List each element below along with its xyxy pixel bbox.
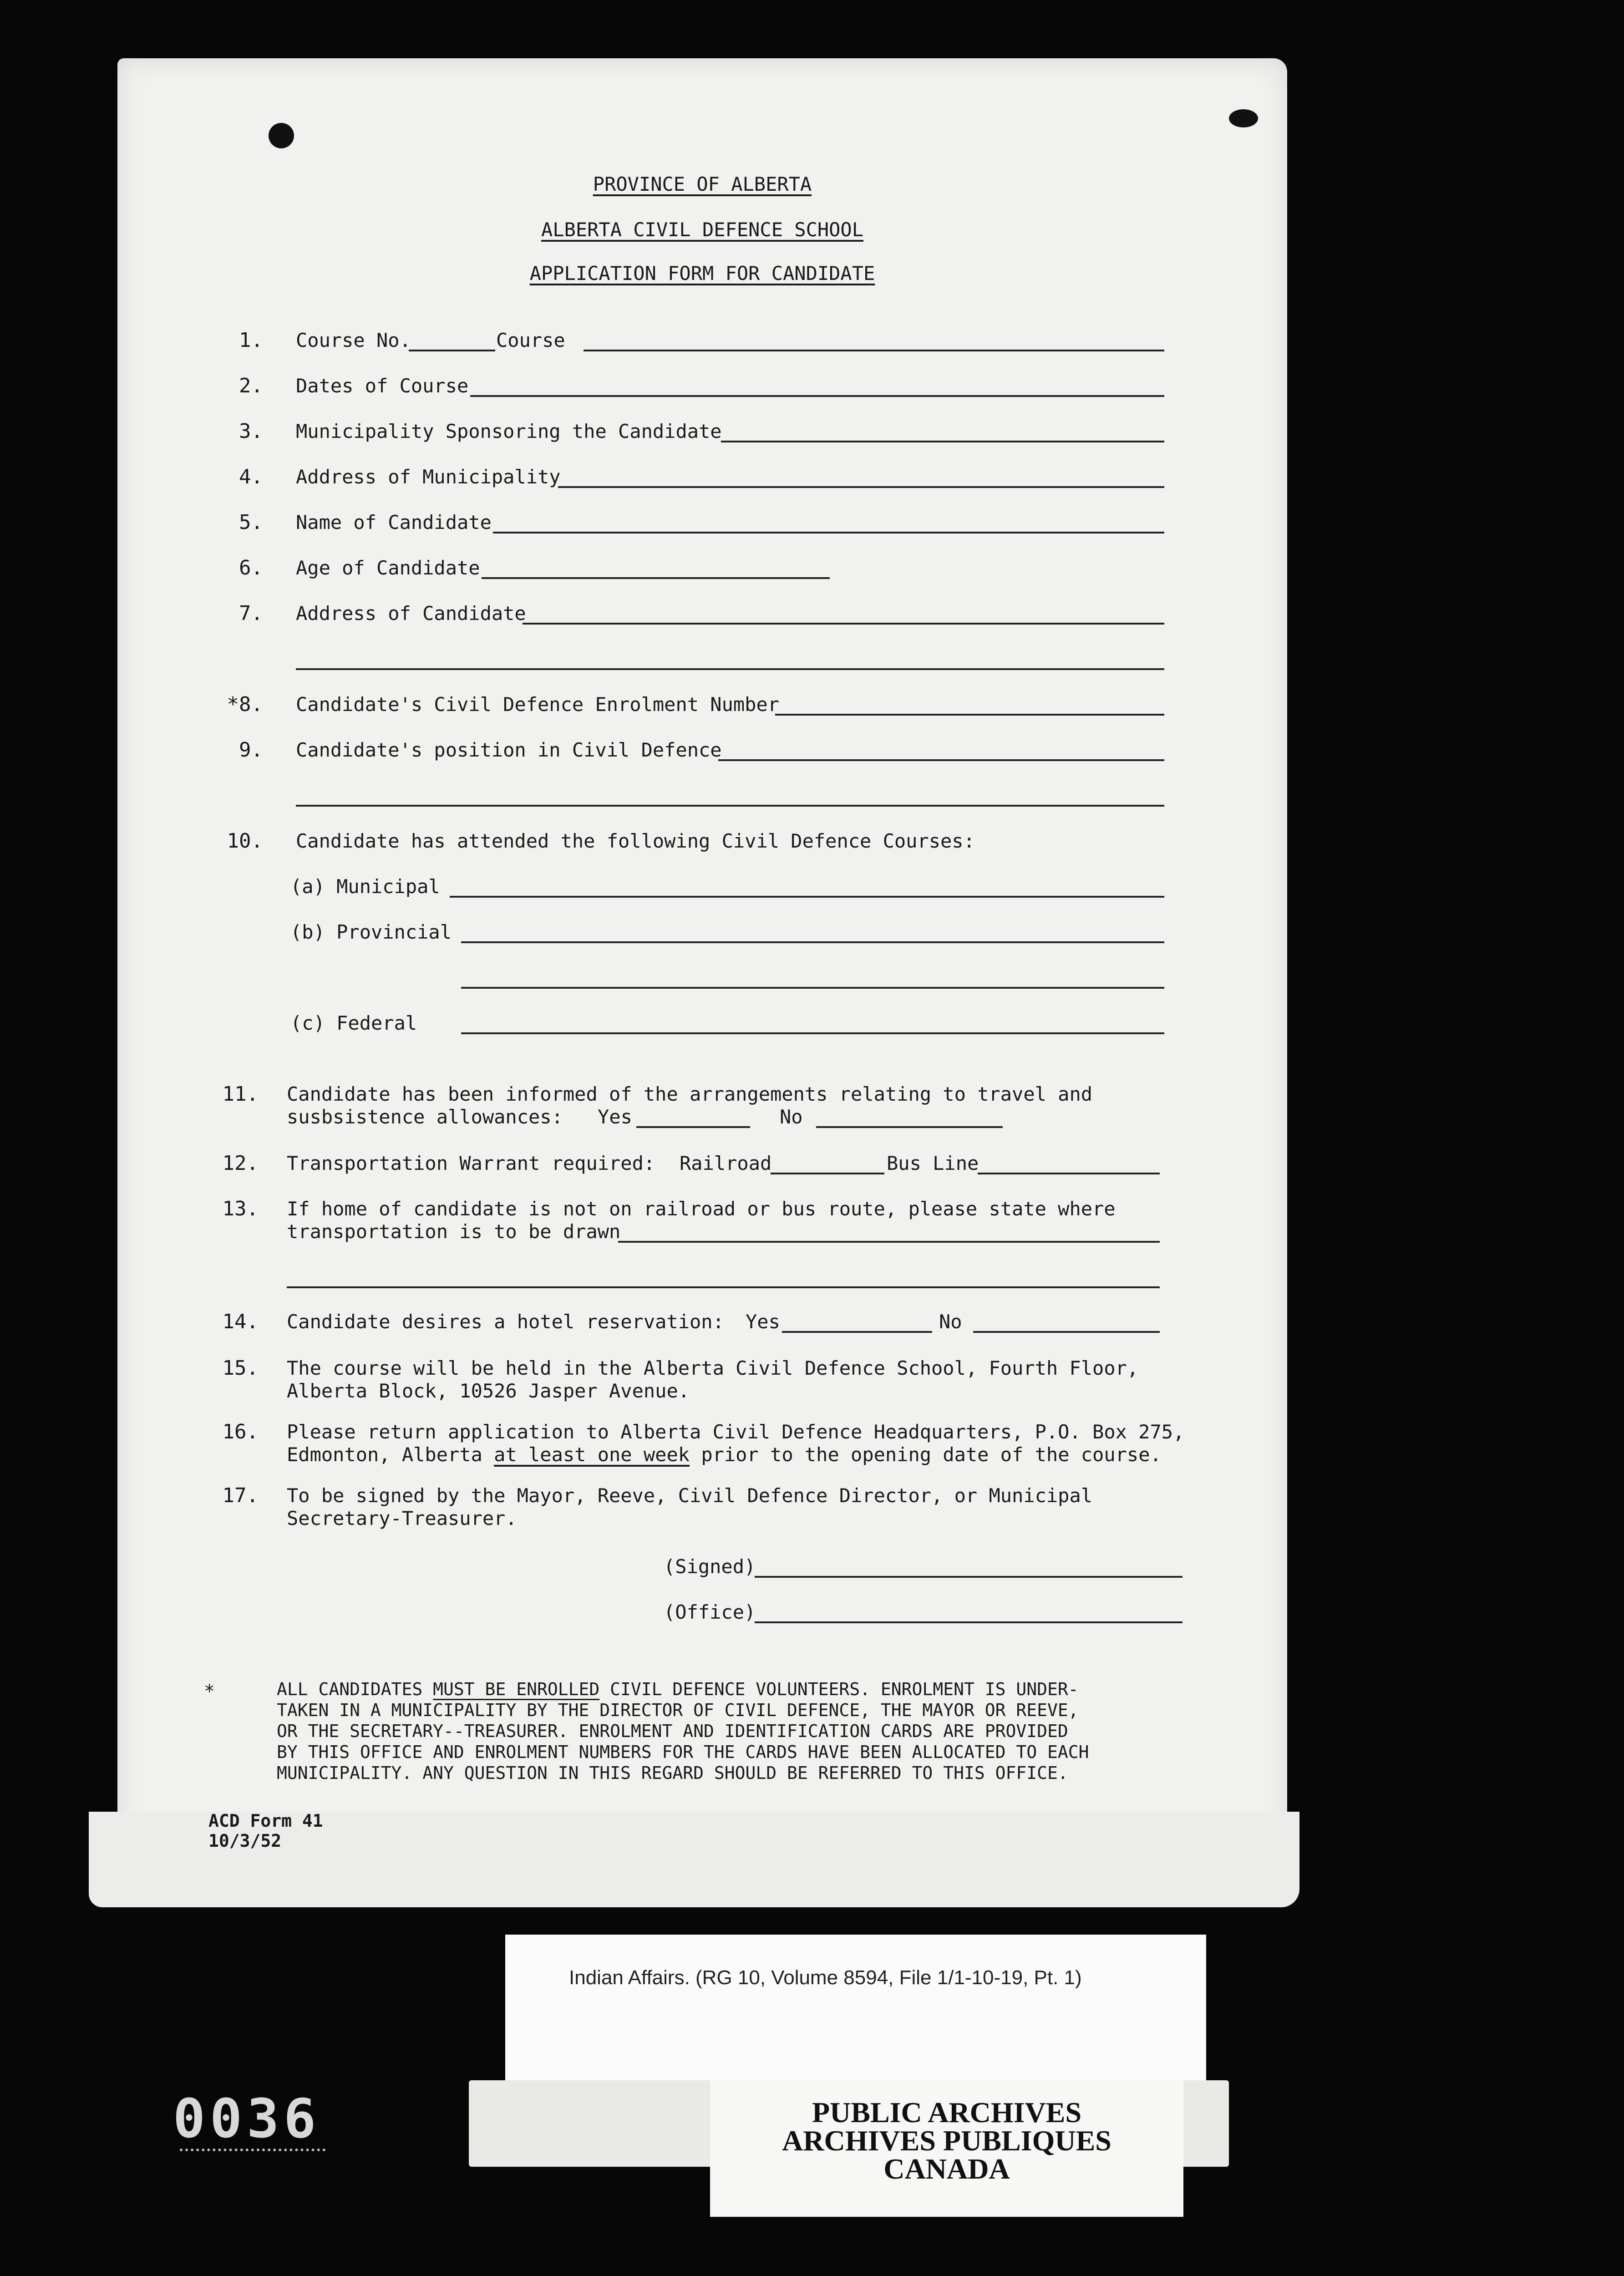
stamp-line-2: ARCHIVES PUBLIQUES bbox=[782, 2124, 1111, 2157]
course-location-text: The course will be held in the Alberta Civil Defence School, Fourth Floor, bbox=[287, 1357, 1139, 1379]
enrolment-number-line bbox=[775, 714, 1164, 716]
course-location-text-2: Alberta Block, 10526 Jasper Avenue. bbox=[287, 1380, 690, 1402]
provincial-line-2 bbox=[461, 987, 1164, 989]
address-of-candidate-line-2 bbox=[296, 668, 1164, 670]
office-label: (Office) bbox=[664, 1601, 756, 1623]
enrolment-number-label: Candidate's Civil Defence Enrolment Number bbox=[296, 693, 780, 716]
transportation-route-text: If home of candidate is not on railroad or bus route, please state where bbox=[287, 1198, 1116, 1220]
address-of-candidate-label: Address of Candidate bbox=[296, 602, 526, 625]
dates-of-course-label: Dates of Course bbox=[296, 375, 469, 397]
archive-stamp-card bbox=[710, 2080, 1183, 2217]
address-of-municipality-line bbox=[558, 486, 1164, 488]
name-of-candidate-line bbox=[493, 532, 1164, 533]
bus-line-line bbox=[978, 1173, 1160, 1174]
municipal-label: (a) Municipal bbox=[290, 875, 440, 898]
hotel-yes-line bbox=[782, 1331, 932, 1333]
course-no-line bbox=[409, 350, 495, 351]
notice-line-5: MUNICIPALITY. ANY QUESTION IN THIS REGARD SHOULD BE REFERRED TO THIS OFFICE. bbox=[277, 1763, 1068, 1783]
federal-label: (c) Federal bbox=[290, 1012, 417, 1034]
courses-attended-label: Candidate has attended the following Civil Defence Courses: bbox=[296, 830, 975, 852]
allowances-yes-label: Yes bbox=[598, 1106, 632, 1128]
item-number: 6. bbox=[239, 556, 263, 579]
railroad-line bbox=[771, 1173, 884, 1174]
signed-line bbox=[755, 1576, 1182, 1578]
allowances-label: susbsistence allowances: bbox=[287, 1106, 563, 1128]
allowances-no-line bbox=[816, 1126, 1003, 1128]
allowances-no-label: No bbox=[780, 1106, 803, 1128]
transportation-warrant-label: Transportation Warrant required: bbox=[287, 1152, 655, 1174]
archive-reference-text: Indian Affairs. (RG 10, Volume 8594, File 1/1-10-19, Pt. 1) bbox=[569, 1966, 1082, 1989]
civil-defence-position-line bbox=[718, 759, 1164, 761]
item-number: 10. bbox=[227, 829, 263, 853]
item-number: 15. bbox=[222, 1356, 259, 1380]
municipal-line bbox=[450, 896, 1164, 898]
item-number: 2. bbox=[239, 374, 263, 397]
archive-stamp-text bbox=[710, 2098, 1183, 2183]
item-number: 11. bbox=[222, 1082, 259, 1106]
civil-defence-position-label: Candidate's position in Civil Defence bbox=[296, 739, 722, 761]
form-number: ACD Form 41 bbox=[208, 1811, 323, 1831]
return-application-text-2: Edmonton, Alberta at least one week prior to the opening date of the course. bbox=[287, 1443, 1162, 1466]
notice-line-3: OR THE SECRETARY--TREASURER. ENROLMENT AND IDENTIFICATION CARDS ARE PROVIDED bbox=[277, 1721, 1068, 1741]
notice-line-2: TAKEN IN A MUNICIPALITY BY THE DIRECTOR OF CIVIL DEFENCE, THE MAYOR OR REEVE, bbox=[277, 1700, 1079, 1720]
municipality-sponsoring-label: Municipality Sponsoring the Candidate bbox=[296, 420, 722, 442]
item-number: 9. bbox=[239, 738, 263, 762]
item-number: 13. bbox=[222, 1197, 259, 1220]
transportation-drawn-line bbox=[618, 1241, 1160, 1243]
transportation-drawn-label: transportation is to be drawn bbox=[287, 1220, 621, 1243]
frame-ticks bbox=[180, 2149, 325, 2159]
hotel-reservation-label: Candidate desires a hotel reservation: bbox=[287, 1311, 724, 1333]
age-of-candidate-label: Age of Candidate bbox=[296, 557, 480, 579]
stamp-line-1: PUBLIC ARCHIVES bbox=[812, 2096, 1082, 2129]
federal-line bbox=[461, 1032, 1164, 1034]
stamp-line-3: CANADA bbox=[883, 2153, 1010, 2185]
item-number: 14. bbox=[222, 1310, 259, 1333]
item-number: 5. bbox=[239, 511, 263, 534]
return-application-text: Please return application to Alberta Civil Defence Headquarters, P.O. Box 275, bbox=[287, 1421, 1185, 1443]
archive-reference-card bbox=[505, 1935, 1206, 2089]
civil-defence-position-line-2 bbox=[296, 805, 1164, 807]
provincial-label: (b) Provincial bbox=[290, 921, 452, 943]
address-of-candidate-line bbox=[523, 623, 1164, 625]
hotel-no-line bbox=[973, 1331, 1160, 1333]
allowances-yes-line bbox=[636, 1126, 750, 1128]
item-number: 4. bbox=[239, 465, 263, 488]
microfilm-frame-number: 0036 bbox=[173, 2087, 321, 2150]
item-number: 16. bbox=[222, 1420, 259, 1443]
signature-instruction-text: To be signed by the Mayor, Reeve, Civil Defence Director, or Municipal bbox=[287, 1484, 1093, 1507]
transportation-drawn-line-2 bbox=[287, 1286, 1160, 1288]
item-number: 17. bbox=[222, 1484, 259, 1507]
notice-asterisk: * bbox=[204, 1681, 215, 1702]
item-number: 12. bbox=[222, 1152, 259, 1175]
hotel-yes-label: Yes bbox=[746, 1311, 780, 1333]
municipality-sponsoring-line bbox=[721, 441, 1164, 442]
item-number: *8. bbox=[227, 693, 263, 716]
bus-line-label: Bus Line bbox=[887, 1152, 979, 1174]
item-number: 1. bbox=[239, 329, 263, 352]
hotel-no-label: No bbox=[939, 1311, 962, 1333]
course-label: Course bbox=[496, 329, 565, 351]
address-of-municipality-label: Address of Municipality bbox=[296, 466, 561, 488]
course-line bbox=[584, 350, 1164, 351]
header-school: ALBERTA CIVIL DEFENCE SCHOOL bbox=[541, 218, 863, 241]
travel-arrangements-text: Candidate has been informed of the arrangements relating to travel and bbox=[287, 1083, 1093, 1105]
header-form-title: APPLICATION FORM FOR CANDIDATE bbox=[529, 262, 875, 284]
notice-line-1: ALL CANDIDATES MUST BE ENROLLED CIVIL DEFENCE VOLUNTEERS. ENROLMENT IS UNDER- bbox=[277, 1679, 1079, 1699]
name-of-candidate-label: Name of Candidate bbox=[296, 511, 492, 533]
railroad-label: Railroad bbox=[680, 1152, 772, 1174]
signature-instruction-text-2: Secretary-Treasurer. bbox=[287, 1507, 517, 1529]
office-line bbox=[755, 1621, 1182, 1623]
dates-of-course-line bbox=[470, 395, 1164, 397]
notice-line-4: BY THIS OFFICE AND ENROLMENT NUMBERS FOR THE CARDS HAVE BEEN ALLOCATED TO EACH bbox=[277, 1742, 1089, 1762]
form-date: 10/3/52 bbox=[208, 1831, 282, 1851]
header-province: PROVINCE OF ALBERTA bbox=[593, 173, 812, 195]
age-of-candidate-line bbox=[482, 577, 830, 579]
course-no-label: Course No. bbox=[296, 329, 411, 351]
form-content bbox=[117, 58, 1287, 1893]
item-number: 3. bbox=[239, 420, 263, 443]
provincial-line bbox=[461, 941, 1164, 943]
item-number: 7. bbox=[239, 602, 263, 625]
signed-label: (Signed) bbox=[664, 1555, 756, 1578]
